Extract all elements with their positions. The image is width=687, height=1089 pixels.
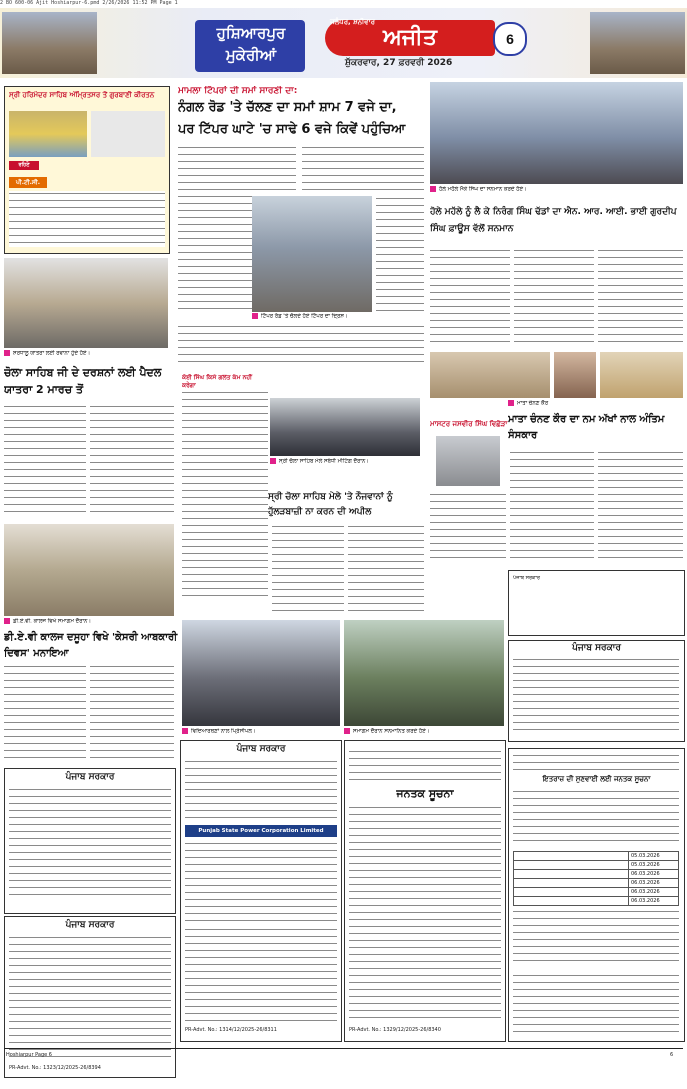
punjab-sarkar-ad-2-title: ਪੰਜਾਬ ਸਰਕਾਰ [65,920,115,930]
hola-mohalla-caption: ਹੋਲੇ ਮਹੱਲੇ ਮੌਕੇ ਸਿੰਘ ਦਾ ਸਨਮਾਨ ਕਰਦੇ ਹੋਏ। [430,186,683,194]
dav-caption: ਡੀ.ਏ.ਵੀ. ਕਾਲਜ ਵਿਖੇ ਸਮਾਗਮ ਦੌਰਾਨ। [4,618,174,626]
pr-advt-2: PR-Advt. No.: 1314/12/2025-26/8311 [185,1027,277,1033]
public-notice-body [349,805,501,1021]
hearing-date: 05.03.2026 [629,861,679,870]
punjab-sarkar-ad-1 [4,768,176,914]
obit-body-col1 [430,492,506,564]
chola-body-col2 [272,524,344,612]
chola-meeting-image [270,398,420,456]
right-body-col2 [514,248,594,344]
table-row [514,861,629,870]
pilgrims-caption: ਸ਼ਰਧਾਲੂ ਯਾਤਰਾ ਲਈ ਰਵਾਨਾ ਹੁੰਦੇ ਹੋਏ। [4,350,168,358]
punjab-sarkar-ad-2-body [9,935,171,1059]
footer-left: Hoshiarpur Page 6 [6,1052,52,1058]
ceremony-image [344,620,504,726]
hearing-date: 06.03.2026 [629,897,679,906]
objection-notice-body [513,909,679,965]
obit-caption: ਮਾਤਾ ਚੰਨਣ ਕੌਰ [508,400,683,408]
chola-headline: ਸ੍ਰੀ ਚੋਲਾ ਸਾਹਿਬ ਮੇਲੇ 'ਤੇ ਨੌਜਵਾਨਾਂ ਨੂੰ ਹੁੱਲੜਬਾਜ਼ੀ ਨਾ ਕਰਨ ਦੀ ਅਪੀਲ [268,492,393,517]
dav-body-col2 [90,664,174,764]
table-row [514,888,629,897]
tender-ad-title: ਪੰਜਾਬ ਸਰਕਾਰ [572,643,621,653]
tender-ad-body [513,657,679,735]
objection-notice-ad [508,748,685,1042]
right-body-col3 [598,248,683,344]
promo-text [91,111,165,157]
masthead-photo-right [590,12,685,74]
obit-body-col2 [510,450,594,564]
dav-body-col1 [4,664,86,764]
brand-title: ਅਜੀਤ [325,20,495,56]
notice-ad-top [508,570,685,636]
power-ad-top-title: ਪੰਜਾਬ ਸਰਕਾਰ [236,744,286,754]
pspcl-ad-table [185,927,337,1021]
right-body-col1 [430,248,510,344]
main-kicker: ਮਾਮਲਾ ਟਿੱਪਰਾਂ ਦੀ ਸਮਾਂ ਸਾਰਣੀ ਦਾ: [178,86,298,96]
obit-pyre-image [600,352,683,398]
brand-subtitle: ਜਲੰਧਰ, ਸ਼ਨੀਵਾਰ [330,18,376,26]
objection-notice-title: ਇਤਰਾਜ਼ ਦੀ ਸੁਣਵਾਈ ਲਈ ਜਨਤਕ ਸੂਚਨਾ [542,775,651,783]
pspcl-ad-body [185,841,337,921]
main-image-caption: ਟਿੱਪਰ ਰੋਡ 'ਤੇ ਚੱਲਦੇ ਹੋਏ ਟਿੱਪਰ ਦਾ ਦ੍ਰਿਸ਼। [252,313,424,321]
hearing-date: 06.03.2026 [629,870,679,879]
main-body-col3 [376,196,424,312]
power-corp-ad [180,740,342,1042]
promo-tag: ਰਹਿਣੋ [9,161,39,170]
footer-rule [4,1048,683,1049]
tender-ad [508,640,685,742]
hola-mohalla-image [430,82,683,184]
ceremony-caption: ਸਮਾਗਮ ਦੌਰਾਨ ਸਨਮਾਨਿਤ ਕਰਦੇ ਹੋਏ। [344,728,504,736]
hearing-date: 06.03.2026 [629,888,679,897]
obit-photo [430,352,550,398]
pilgrims-body-col2 [90,404,174,516]
public-notice-title: ਜਨਤਕ ਸੂਚਨਾ [396,787,454,800]
objection-notice-header [513,753,679,771]
pilgrims-headline: ਚੋਲਾ ਸਾਹਿਬ ਜੀ ਦੇ ਦਰਸ਼ਨਾਂ ਲਈ ਪੈਦਲ ਯਾਤਰਾ 2 ਮਾਰਚ ਤੋਂ [4,366,162,396]
punjab-sarkar-ad-1-title: ਪੰਜਾਬ ਸਰਕਾਰ [65,772,115,782]
objection-notice-intro [513,789,679,845]
masthead [0,8,687,78]
obit-headline: ਮਾਤਾ ਚੰਨਣ ਕੌਰ ਦਾ ਨਮ ਅੱਖਾਂ ਨਾਲ ਅੰਤਿਮ ਸੰਸਕਾਰ [508,414,665,441]
students-caption: ਵਿਦਿਆਰਥਣਾਂ ਨਾਲ ਪ੍ਰਿੰਸੀਪਲ। [182,728,340,736]
obit-side-image [436,436,500,486]
notice-ad-top-text: ਪੰਜਾਬ ਸਰਕਾਰ [513,575,540,581]
issue-date: ਸ਼ੁੱਕਰਵਾਰ, 27 ਫ਼ਰਵਰੀ 2026 [345,58,453,68]
golden-temple-image [9,111,87,157]
promo-box [4,86,170,254]
tipper-truck-image [252,196,372,312]
chola-subhead: ਕੋਈ ਸਿੰਘ ਕਿਸੇ ਗਲਤ ਕੰਮ ਨਹੀਂ ਕਰੇਗਾ [182,374,252,389]
print-slug: 2 BO 600-06 Ajit Hoshiarpur-6.pmd 2/26/2026 11:52 PM Page 1 [0,0,178,6]
promo-title: ਸ੍ਰੀ ਹਰਿਮੰਦਰ ਸਾਹਿਬ ਅੰਮ੍ਰਿਤਸਰ ਤੋਂ ਗੁਰਬਾਣੀ ਕੀਰਤਨ [9,91,155,99]
pilgrims-body-col1 [4,404,86,516]
power-ad-top-body [185,759,337,819]
hearing-date: 05.03.2026 [629,852,679,861]
footer-right: 6 [670,1052,674,1058]
chola-body-col3 [348,524,424,612]
main-headline-2: ਪਰ ਟਿੱਪਰ ਘਾਟੇ 'ਚ ਸਾਢੇ 6 ਵਜੇ ਕਿਵੇਂ ਪਹੁੰਚਿਆ [178,122,406,137]
table-row [514,897,629,906]
page-number: 6 [493,22,527,56]
pilgrims-image [4,258,168,348]
masthead-photo-left [2,12,97,74]
students-image [182,620,340,726]
pspcl-banner: Punjab State Power Corporation Limited [185,825,337,837]
public-notice-header [349,749,501,783]
pr-advt-1: PR-Advt. No.: 1323/12/2025-26/8394 [9,1065,101,1071]
dav-headline: ਡੀ.ਏ.ਵੀ ਕਾਲਜ ਦਸੂਹਾ ਵਿਖੇ 'ਕੇਸਰੀ ਆਬਕਾਰੀ ਦਿਵਸ' ਮਨਾਇਆ [4,632,178,659]
punjab-sarkar-ad-1-body [9,787,171,897]
table-row [514,852,629,861]
table-row [514,879,629,888]
main-headline-1: ਨੰਗਲ ਰੋਡ 'ਤੇ ਚੱਲਣ ਦਾ ਸਮਾਂ ਸ਼ਾਮ 7 ਵਜੇ ਦਾ, [178,100,397,115]
chola-body-col1 [182,390,268,600]
table-row [514,870,629,879]
hearing-dates-table [513,851,679,906]
obit-portrait [554,352,596,398]
dav-image [4,524,174,616]
obit-body-col3 [598,450,683,564]
objection-notice-footer [513,973,679,1033]
obit-kicker: ਮਾਸਟਰ ਜਸਵੀਰ ਸਿੰਘ ਵਿਛੋੜਾ [430,420,508,428]
public-notice-ad [344,740,506,1042]
ptc-tag: ਪੀ.ਟੀ.ਸੀ. [9,177,47,188]
hearing-date: 06.03.2026 [629,879,679,888]
edition-title: ਹੁਸ਼ਿਆਰਪੁਰ ਮੁਕੇਰੀਆਂ [216,24,286,64]
hola-mohalla-headline: ਹੋਲੇ ਮਹੱਲੇ ਨੂੰ ਲੈ ਕੇ ਨਿਰੰਗ ਸਿੰਘ ਢੱਡਾਂ ਦਾ ਐਨ. ਆਰ. ਆਈ. ਭਾਈ ਗੁਰਦੀਪ ਸਿੰਘ ਫ਼ਾਊਸ ਵੱਲੋਂ ਸਨਮਾਨ [430,207,677,234]
pr-advt-3: PR-Advt. No.: 1329/12/2025-26/8340 [349,1027,441,1033]
main-body-lower [178,324,424,368]
chola-caption: ਸ੍ਰੀ ਚੋਲਾ ਸਾਹਿਬ ਮੇਲੇ ਸਬੰਧੀ ਮੀਟਿੰਗ ਦੌਰਾਨ। [270,458,420,466]
promo-body [9,191,165,247]
main-body-col2 [302,145,424,193]
